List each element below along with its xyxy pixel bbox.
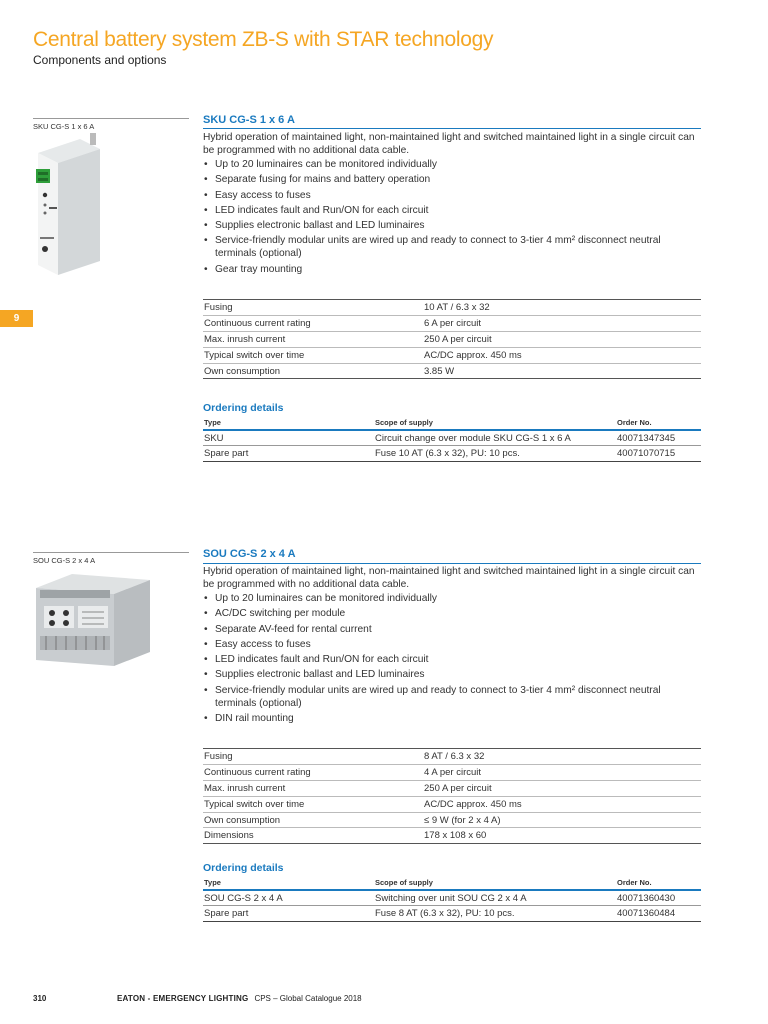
ordering-details-title: Ordering details <box>203 402 284 414</box>
ordering-header-row <box>203 877 701 890</box>
ordering-row <box>203 430 701 446</box>
feature-item: • Supplies electronic ballast and LED luminaires <box>203 219 701 232</box>
spec-table <box>203 748 701 844</box>
sou-module-image <box>32 570 152 668</box>
feature-list <box>203 592 701 727</box>
feature-item: • Service-friendly modular units are wired up and ready to connect to 3-tier 4 mm² disconnect neutral terminals (optional) <box>203 684 701 710</box>
spec-row <box>203 780 701 796</box>
spec-row <box>203 363 701 379</box>
spec-label: Max. inrush current <box>203 331 423 347</box>
feature-item: • AC/DC switching per module <box>203 607 701 620</box>
order-number: 40071347345 <box>616 430 701 446</box>
spec-row <box>203 331 701 347</box>
spec-value: AC/DC approx. 450 ms <box>423 796 701 812</box>
order-number: 40071360484 <box>616 906 701 922</box>
ordering-row <box>203 906 701 922</box>
order-scope: Fuse 8 AT (6.3 x 32), PU: 10 pcs. <box>374 906 616 922</box>
order-type: Spare part <box>203 906 374 922</box>
spec-value: AC/DC approx. 450 ms <box>423 347 701 363</box>
col-header-type: Type <box>203 417 374 430</box>
feature-item: • DIN rail mounting <box>203 712 701 725</box>
feature-item: • Supplies electronic ballast and LED luminaires <box>203 668 701 681</box>
feature-item: • Up to 20 luminaires can be monitored individually <box>203 158 701 171</box>
feature-list <box>203 158 701 278</box>
feature-item: • Gear tray mounting <box>203 263 701 276</box>
product-heading: SOU CG-S 2 x 4 A <box>203 548 296 560</box>
col-header-scope: Scope of supply <box>374 877 616 890</box>
page-subtitle: Components and options <box>33 53 167 67</box>
spec-value: 10 AT / 6.3 x 32 <box>423 300 701 316</box>
order-scope: Fuse 10 AT (6.3 x 32), PU: 10 pcs. <box>374 446 616 462</box>
spec-label: Own consumption <box>203 363 423 379</box>
spec-label: Fusing <box>203 749 423 765</box>
col-header-type: Type <box>203 877 374 890</box>
spec-label: Typical switch over time <box>203 347 423 363</box>
spec-row <box>203 812 701 828</box>
ordering-header-row <box>203 417 701 430</box>
footer-catalogue: CPS – Global Catalogue 2018 <box>254 994 362 1003</box>
spec-label: Continuous current rating <box>203 764 423 780</box>
spec-value: 3.85 W <box>423 363 701 379</box>
feature-item: • LED indicates fault and Run/ON for each circuit <box>203 653 701 666</box>
spec-table <box>203 299 701 379</box>
feature-item: • LED indicates fault and Run/ON for each circuit <box>203 204 701 217</box>
order-scope: Switching over unit SOU CG 2 x 4 A <box>374 890 616 906</box>
feature-item: • Easy access to fuses <box>203 189 701 202</box>
ordering-table <box>203 417 701 462</box>
spec-label: Continuous current rating <box>203 315 423 331</box>
spec-value: 4 A per circuit <box>423 764 701 780</box>
spec-value: 250 A per circuit <box>423 780 701 796</box>
spec-row <box>203 749 701 765</box>
spec-row <box>203 828 701 844</box>
spec-value: 178 x 108 x 60 <box>423 828 701 844</box>
product-image-caption: SOU CG-S 2 x 4 A <box>33 552 189 565</box>
spec-label: Fusing <box>203 300 423 316</box>
page-footer <box>33 994 362 1003</box>
product-description: Hybrid operation of maintained light, non-maintained light and switched maintained light in a single circuit can be programmed with no additional data cable. <box>203 566 695 590</box>
spec-label: Own consumption <box>203 812 423 828</box>
order-type: SKU <box>203 430 374 446</box>
sku-module-image <box>32 133 104 275</box>
spec-row <box>203 796 701 812</box>
ordering-row <box>203 446 701 462</box>
product-description: Hybrid operation of maintained light, non-maintained light and switched maintained light in a single circuit can be programmed with no additional data cable. <box>203 132 695 156</box>
spec-label: Typical switch over time <box>203 796 423 812</box>
heading-rule <box>203 128 701 129</box>
order-number: 40071070715 <box>616 446 701 462</box>
footer-brand: EATON - EMERGENCY LIGHTING <box>117 994 249 1003</box>
feature-item: • Separate AV-feed for rental current <box>203 623 701 636</box>
order-type: Spare part <box>203 446 374 462</box>
feature-item: • Up to 20 luminaires can be monitored individually <box>203 592 701 605</box>
product-image-caption: SKU CG-S 1 x 6 A <box>33 118 189 131</box>
feature-item: • Easy access to fuses <box>203 638 701 651</box>
ordering-table <box>203 877 701 922</box>
page-title: Central battery system ZB-S with STAR technology <box>33 28 494 51</box>
spec-value: ≤ 9 W (for 2 x 4 A) <box>423 812 701 828</box>
heading-rule <box>203 563 701 564</box>
spec-row <box>203 315 701 331</box>
spec-value: 250 A per circuit <box>423 331 701 347</box>
order-number: 40071360430 <box>616 890 701 906</box>
feature-item: • Separate fusing for mains and battery operation <box>203 173 701 186</box>
ordering-row <box>203 890 701 906</box>
spec-label: Dimensions <box>203 828 423 844</box>
spec-label: Max. inrush current <box>203 780 423 796</box>
col-header-order-no: Order No. <box>616 417 701 430</box>
spec-row <box>203 347 701 363</box>
spec-value: 6 A per circuit <box>423 315 701 331</box>
order-scope: Circuit change over module SKU CG-S 1 x 6 A <box>374 430 616 446</box>
order-type: SOU CG-S 2 x 4 A <box>203 890 374 906</box>
col-header-scope: Scope of supply <box>374 417 616 430</box>
ordering-details-title: Ordering details <box>203 862 284 874</box>
spec-row <box>203 764 701 780</box>
product-heading: SKU CG-S 1 x 6 A <box>203 114 295 126</box>
chapter-tab-marker: 9 <box>0 310 33 327</box>
spec-value: 8 AT / 6.3 x 32 <box>423 749 701 765</box>
spec-row <box>203 300 701 316</box>
feature-item: • Service-friendly modular units are wired up and ready to connect to 3-tier 4 mm² disconnect neutral terminals (optional) <box>203 234 701 260</box>
col-header-order-no: Order No. <box>616 877 701 890</box>
page-number: 310 <box>33 994 47 1003</box>
